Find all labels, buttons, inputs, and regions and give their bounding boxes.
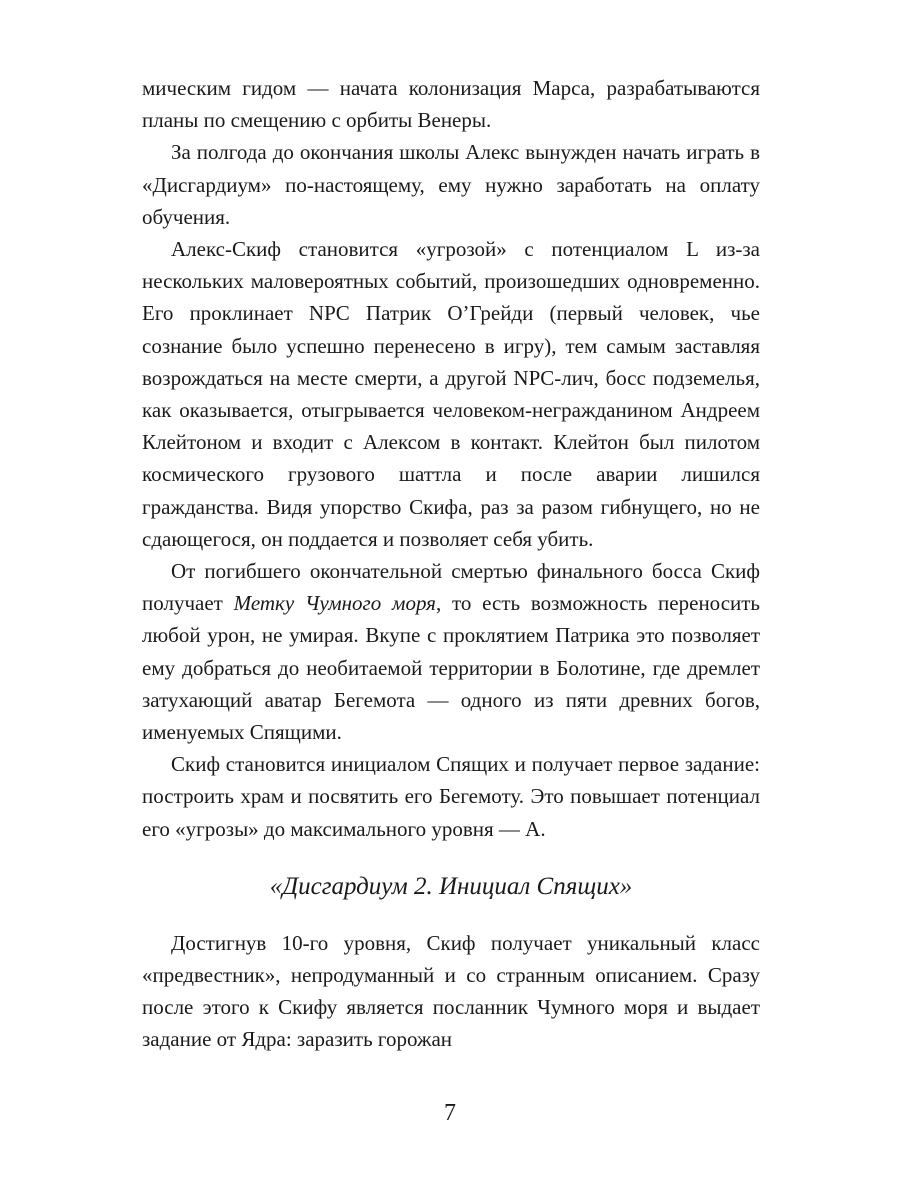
paragraph-6: Достигнув 10-го уровня, Скиф получает уникальный класс «предвестник», непродуманный и со странным описанием. Сразу после этого к Скифу является посланник Чумного моря и выдает задание от Ядра: заразить горожан (142, 930, 760, 1052)
italic-term: Метку Чумного моря (233, 591, 436, 616)
paragraph-4: От погибшего окончательной смертью финального босса Скиф получает Метку Чумного моря, то есть возможность переносить любой урон, не умирая. Вкупе с проклятием Патрика это позволяет ему добраться до необитаемой территории в Болотине, где дремлет затухающий аватар Бегемота — одного из пяти древних богов, именуемых Спящими. (142, 559, 761, 745)
section-heading: «Дисгардиум 2. Инициал Спящих» (269, 872, 633, 900)
paragraph-5: Скиф становится инициалом Спящих и получает первое задание: построить храм и посвятить его Бегемоту. Это повышает потенциал его «угрозы» до максимального уровня — A. (142, 752, 760, 841)
paragraph-1: мическим гидом — начата колонизация Марса, разрабатываются планы по смещению с орбиты Венеры. (142, 76, 760, 133)
page-body (142, 72, 760, 1056)
paragraph-3: Алекс-Скиф становится «угрозой» с потенциалом L из-за нескольких маловероятных событий, произошедших одновременно. Его проклинает NPC Патрик О’Грейди (первый человек, чье сознание было успешно перенесено в игру), тем самым заставляя возрождаться на месте смерти, а другой NPC-лич, босс подземелья, как оказывается, отыгрывается человеком-негражданином Андреем Клейтоном и входит с Алексом в контакт. Клейтон был пилотом космического грузового шаттла и после аварии лишился гражданства. Видя упорство Скифа, раз за разом гибнущего, но не сдающегося, он поддается и позволяет себя убить. (142, 237, 760, 551)
page-number: 7 (444, 1100, 456, 1126)
paragraph-2: За полгода до окончания школы Алекс вынужден начать играть в «Дисгардиум» по-настоящему, ему нужно заработать на оплату обучения. (142, 140, 760, 229)
